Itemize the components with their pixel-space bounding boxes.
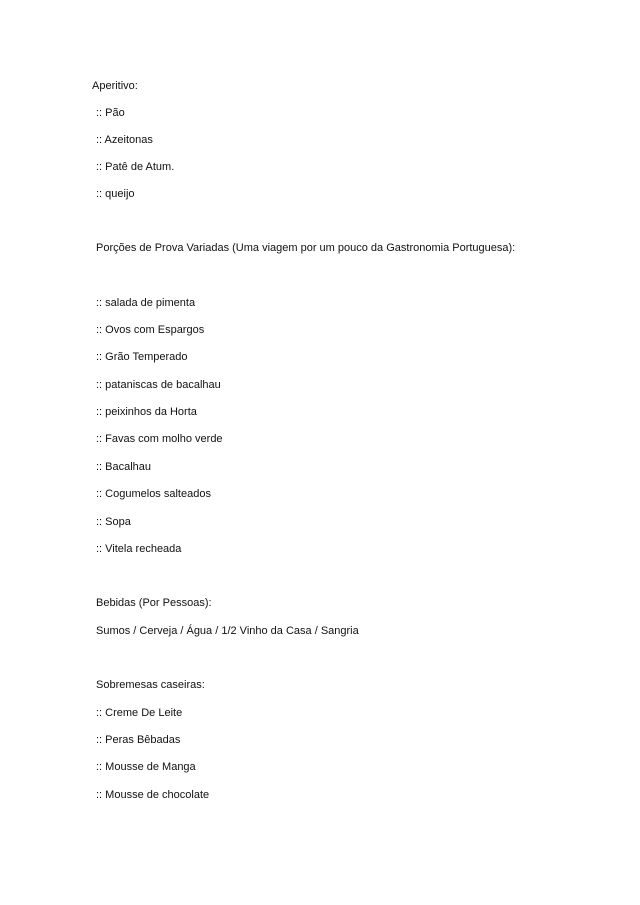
- porcoes-heading: Porções de Prova Variadas (Uma viagem por um pouco da Gastronomia Portuguesa):: [96, 242, 516, 254]
- bebidas-heading: Bebidas (Por Pessoas):: [96, 597, 212, 609]
- porcoes-item: :: Sopa: [96, 516, 131, 528]
- porcoes-item: :: Grão Temperado: [96, 351, 188, 363]
- aperitivo-item: :: Patê de Atum.: [96, 161, 175, 173]
- aperitivo-heading: Aperitivo:: [92, 80, 138, 92]
- porcoes-item: :: Bacalhau: [96, 461, 152, 473]
- sobremesas-item: :: Mousse de chocolate: [96, 789, 210, 801]
- aperitivo-item: :: queijo: [96, 188, 135, 200]
- porcoes-item: :: Vitela recheada: [96, 543, 182, 555]
- porcoes-item: :: Cogumelos salteados: [96, 488, 211, 500]
- porcoes-item: :: salada de pimenta: [96, 297, 196, 309]
- aperitivo-item: :: Pão: [96, 107, 125, 119]
- porcoes-item: :: peixinhos da Horta: [96, 406, 197, 418]
- bebidas-text: Sumos / Cerveja / Água / 1/2 Vinho da Casa / Sangria: [96, 625, 359, 637]
- sobremesas-heading: Sobremesas caseiras:: [96, 679, 205, 691]
- sobremesas-item: :: Peras Bêbadas: [96, 734, 181, 746]
- porcoes-item: :: Favas com molho verde: [96, 433, 223, 445]
- sobremesas-item: :: Creme De Leite: [96, 707, 183, 719]
- aperitivo-item: :: Azeitonas: [96, 134, 153, 146]
- porcoes-item: :: Ovos com Espargos: [96, 324, 205, 336]
- sobremesas-item: :: Mousse de Manga: [96, 761, 196, 773]
- porcoes-item: :: pataniscas de bacalhau: [96, 379, 221, 391]
